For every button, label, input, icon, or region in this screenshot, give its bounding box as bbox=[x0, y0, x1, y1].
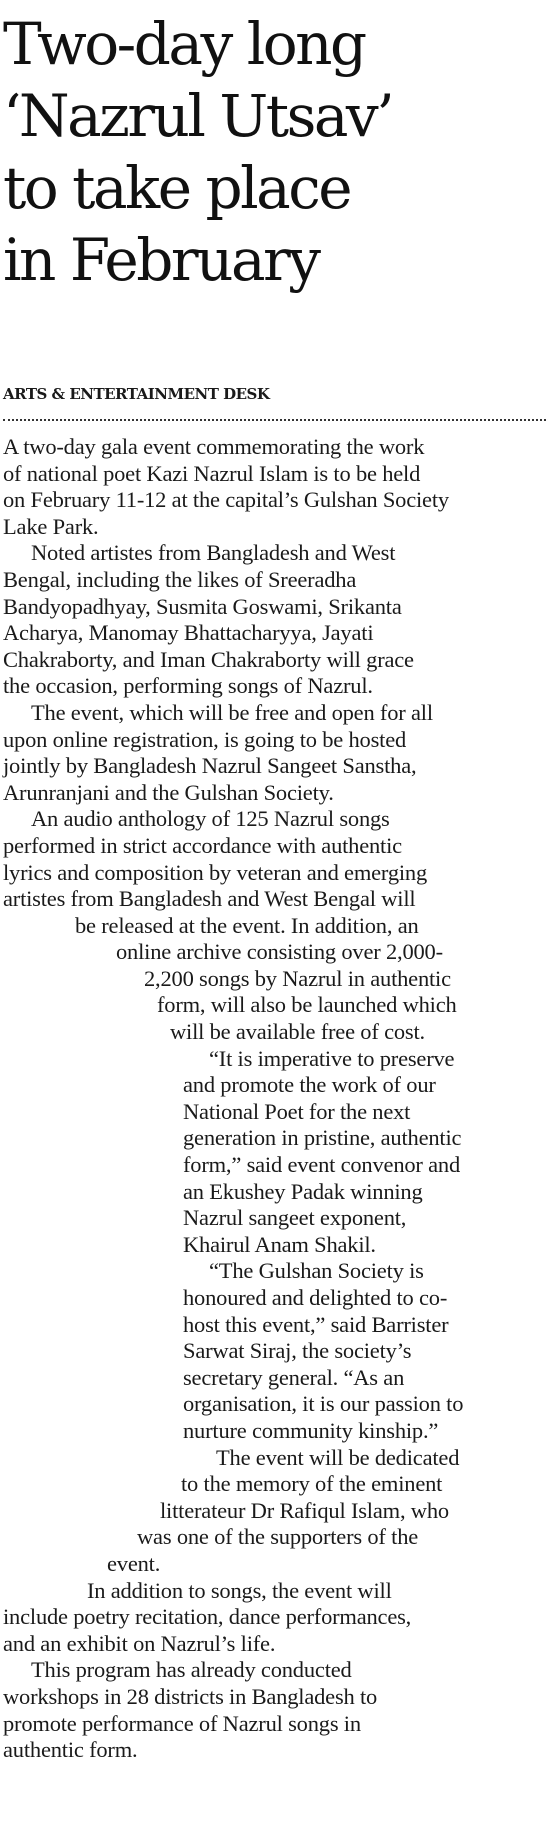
body-line: host this event,” said Barrister bbox=[183, 1311, 449, 1337]
body-line: nurture community kinship.” bbox=[183, 1417, 439, 1443]
body-line: “It is imperative to preserve bbox=[209, 1045, 455, 1071]
body-line: will be available free of cost. bbox=[170, 1019, 425, 1045]
body-line: form, will also be launched which bbox=[157, 992, 457, 1018]
body-line: This program has already conducted bbox=[31, 1657, 352, 1683]
body-line: on February 11-12 at the capital’s Gulshan Society bbox=[3, 487, 449, 513]
body-line: honoured and delighted to co- bbox=[183, 1285, 448, 1310]
body-line: Khairul Anam Shakil. bbox=[183, 1231, 376, 1257]
dotted-divider bbox=[3, 419, 546, 421]
body-line: and promote the work of our bbox=[183, 1072, 436, 1098]
body-line: Bandyopadhyay, Susmita Goswami, Srikanta bbox=[3, 593, 402, 619]
body-line: event. bbox=[107, 1550, 161, 1576]
body-line: Bengal, including the likes of Sreeradha bbox=[3, 566, 357, 592]
body-line: performed in strict accordance with authentic bbox=[3, 832, 402, 858]
body-line: Arunranjani and the Gulshan Society. bbox=[3, 779, 334, 805]
body-line: The event, which will be free and open for all bbox=[31, 699, 433, 725]
body-line: organisation, it is our passion to bbox=[183, 1391, 464, 1417]
body-line: secretary general. “As an bbox=[183, 1364, 405, 1390]
body-line: Sarwat Siraj, the society’s bbox=[183, 1338, 412, 1364]
byline-desk: ARTS & ENTERTAINMENT DESK bbox=[3, 385, 270, 403]
body-line: Acharya, Manomay Bhattacharyya, Jayati bbox=[3, 620, 374, 646]
headline-line: in February bbox=[3, 226, 319, 294]
headline-line: to take place bbox=[3, 154, 351, 222]
body-line: of national poet Kazi Nazrul Islam is to be held bbox=[3, 460, 421, 486]
body-line: online archive consisting over 2,000- bbox=[116, 939, 443, 965]
article-body bbox=[3, 434, 547, 1764]
body-line: an Ekushey Padak winning bbox=[183, 1178, 423, 1204]
body-line: National Poet for the next bbox=[183, 1098, 411, 1124]
body-line: the occasion, performing songs of Nazrul. bbox=[3, 673, 373, 699]
body-line: jointly by Bangladesh Nazrul Sangeet Sanstha, bbox=[3, 753, 417, 779]
body-line: In addition to songs, the event will bbox=[87, 1577, 392, 1603]
headline bbox=[3, 8, 543, 296]
body-line: 2,200 songs by Nazrul in authentic bbox=[144, 965, 451, 991]
body-line: An audio anthology of 125 Nazrul songs bbox=[31, 806, 390, 832]
body-line: Nazrul sangeet exponent, bbox=[183, 1205, 407, 1231]
body-line: was one of the supporters of the bbox=[137, 1524, 419, 1550]
body-line: litterateur Dr Rafiqul Islam, who bbox=[160, 1497, 449, 1523]
body-line: authentic form. bbox=[3, 1737, 138, 1763]
body-line: to the memory of the eminent bbox=[181, 1471, 443, 1497]
headline-line: ‘Nazrul Utsav’ bbox=[3, 82, 393, 150]
body-line: A two-day gala event commemorating the work bbox=[3, 434, 425, 459]
body-line: form,” said event convenor and bbox=[183, 1152, 461, 1178]
body-line: promote performance of Nazrul songs in bbox=[3, 1710, 361, 1736]
body-line: lyrics and composition by veteran and emerging bbox=[3, 859, 428, 885]
body-line: generation in pristine, authentic bbox=[183, 1125, 462, 1151]
body-line: include poetry recitation, dance performances, bbox=[3, 1604, 412, 1630]
body-line: Lake Park. bbox=[3, 513, 99, 539]
body-line: Noted artistes from Bangladesh and West bbox=[31, 540, 396, 566]
body-line: The event will be dedicated bbox=[216, 1444, 460, 1470]
body-line: “The Gulshan Society is bbox=[209, 1258, 424, 1284]
body-line: Chakraborty, and Iman Chakraborty will grace bbox=[3, 646, 414, 672]
body-line: and an exhibit on Nazrul’s life. bbox=[3, 1630, 276, 1656]
body-line: workshops in 28 districts in Bangladesh to bbox=[3, 1683, 378, 1709]
headline-line: Two-day long bbox=[3, 10, 365, 78]
body-line: upon online registration, is going to be hosted bbox=[3, 726, 407, 752]
body-line: artistes from Bangladesh and West Bengal will bbox=[3, 886, 416, 912]
body-line: be released at the event. In addition, an bbox=[75, 912, 419, 938]
